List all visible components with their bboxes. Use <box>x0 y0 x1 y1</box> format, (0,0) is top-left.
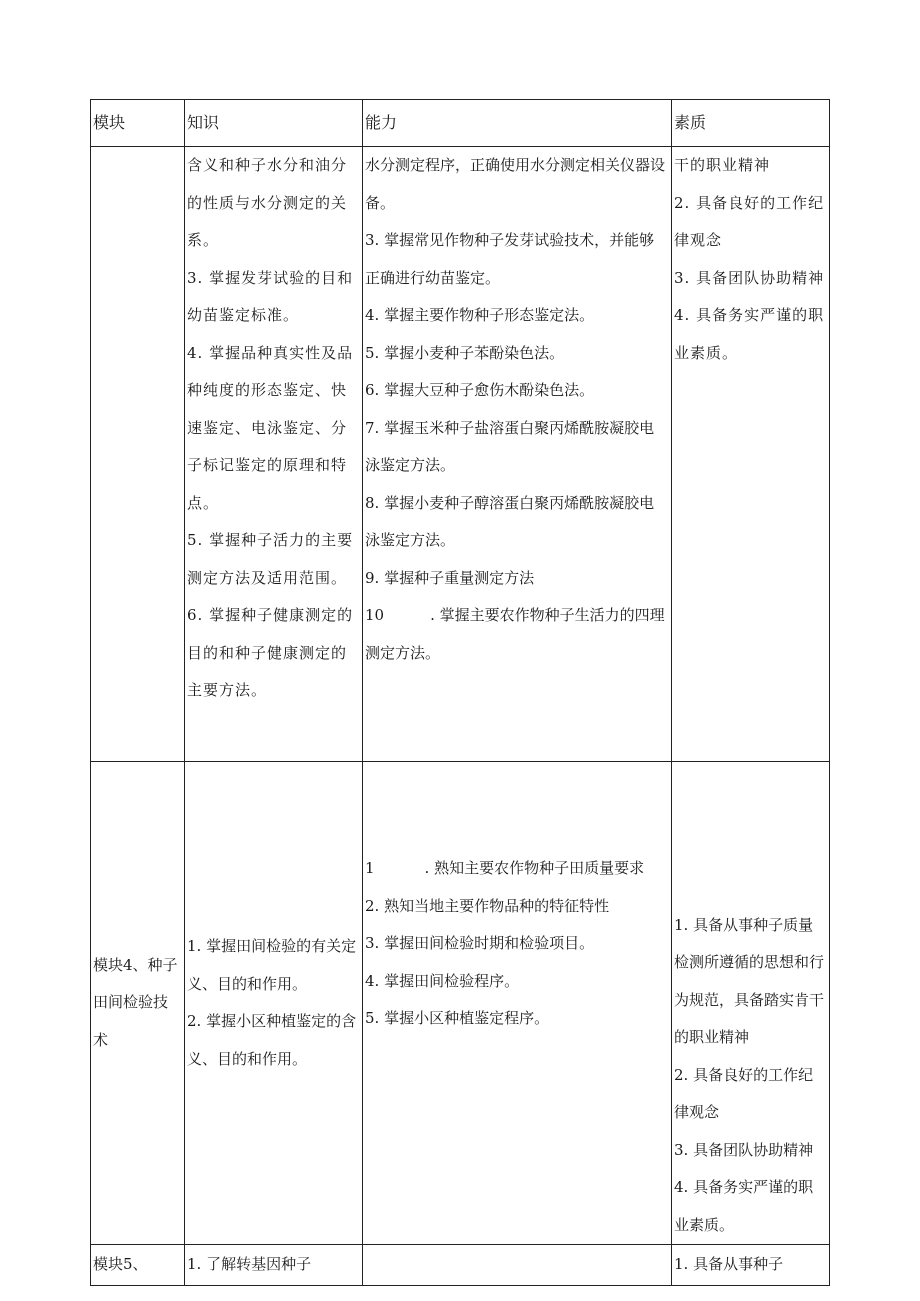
list-item: 2. 具备良好的工作纪律观念 <box>674 193 825 249</box>
list-item: 2. 掌握小区种植鉴定的含义、目的和作用。 <box>187 1012 357 1068</box>
header-ability: 能力 <box>363 100 672 147</box>
list-item: 4. 掌握田间检验程序。 <box>365 971 520 990</box>
row3-knowledge-cell: 1. 了解转基因种子 <box>185 1245 363 1286</box>
list-item <box>365 850 669 888</box>
list-item: 3. 掌握发芽试验的目和幼苗鉴定标准。 <box>187 268 354 324</box>
list-item: 3. 具备团队协助精神 <box>674 268 825 287</box>
row2-module-cell: 模块4、种子田间检验技术 <box>91 762 185 1245</box>
item-text: . 熟知主要农作物种子田质量要求 <box>424 859 645 877</box>
row2-quality-cell <box>672 762 830 1245</box>
list-item: 4. 掌握品种真实性及品种纯度的形态鉴定、快速鉴定、电泳鉴定、分子标记鉴定的原理和特点。 <box>187 343 354 512</box>
table-row <box>91 147 830 762</box>
list-item: 5. 掌握小区种植鉴定程序。 <box>365 1009 550 1027</box>
item-number: 10 <box>365 606 385 624</box>
row1-knowledge-cell <box>185 147 363 762</box>
header-knowledge: 知识 <box>185 100 363 147</box>
list-item: 干的职业精神 <box>674 156 771 174</box>
row3-quality-cell: 1. 具备从事种子 <box>672 1245 830 1286</box>
list-item: 6. 掌握大豆种子愈伤木酚染色法。 <box>365 381 595 399</box>
row1-ability-cell <box>363 147 672 762</box>
header-module: 模块 <box>91 100 185 147</box>
row3-module-cell: 模块5、 <box>91 1245 185 1286</box>
row2-ability-cell <box>363 762 672 1245</box>
curriculum-table <box>90 99 830 1286</box>
list-item: 1. 具备从事种子质量检测所遵循的思想和行为规范，具备踏实肯干的职业精神 <box>674 915 825 1046</box>
table-header-row <box>91 100 830 147</box>
table-row <box>91 762 830 1245</box>
list-item: 3. 掌握田间检验时期和检验项目。 <box>365 934 595 952</box>
list-item: 9. 掌握种子重量测定方法 <box>365 568 535 587</box>
table-row <box>91 1245 830 1286</box>
row1-module-cell <box>91 147 185 762</box>
list-item: 水分测定程序，正确使用水分测定相关仪器设备。 <box>365 156 666 212</box>
row3-ability-cell <box>363 1245 672 1286</box>
list-item: 6. 掌握种子健康测定的目的和种子健康测定的主要方法。 <box>187 606 354 699</box>
header-quality: 素质 <box>672 100 830 147</box>
list-item: 5. 掌握种子活力的主要测定方法及适用范围。 <box>187 531 354 587</box>
list-item: 2. 具备良好的工作纪律观念 <box>674 1065 814 1121</box>
list-item: 2. 熟知当地主要作物品种的特征特性 <box>365 896 610 915</box>
list-item: 4. 掌握主要作物种子形态鉴定法。 <box>365 306 595 324</box>
list-item: 4. 具备务实严谨的职业素质。 <box>674 306 825 362</box>
row1-quality-cell <box>672 147 830 762</box>
list-item: 含义和种子水分和油分的性质与水分测定的关系。 <box>187 156 348 249</box>
item-number: 1 <box>365 859 375 877</box>
row2-knowledge-cell <box>185 762 363 1245</box>
list-item: 1. 掌握田间检验的有关定义、目的和作用。 <box>187 937 357 993</box>
list-item: 5. 掌握小麦种子苯酚染色法。 <box>365 343 565 362</box>
item-text: . 掌握主要农作物种子生活力的四理测定方法。 <box>365 606 665 662</box>
list-item: 7. 掌握玉米种子盐溶蛋白聚丙烯酰胺凝胶电泳鉴定方法。 <box>365 418 655 474</box>
list-item <box>365 597 669 672</box>
list-item: 8. 掌握小麦种子醇溶蛋白聚丙烯酰胺凝胶电泳鉴定方法。 <box>365 493 655 549</box>
list-item: 3. 掌握常见作物种子发芽试验技术，并能够正确进行幼苗鉴定。 <box>365 231 655 287</box>
list-item: 3. 具备团队协助精神 <box>674 1140 814 1159</box>
list-item: 4. 具备务实严谨的职业素质。 <box>674 1178 814 1234</box>
